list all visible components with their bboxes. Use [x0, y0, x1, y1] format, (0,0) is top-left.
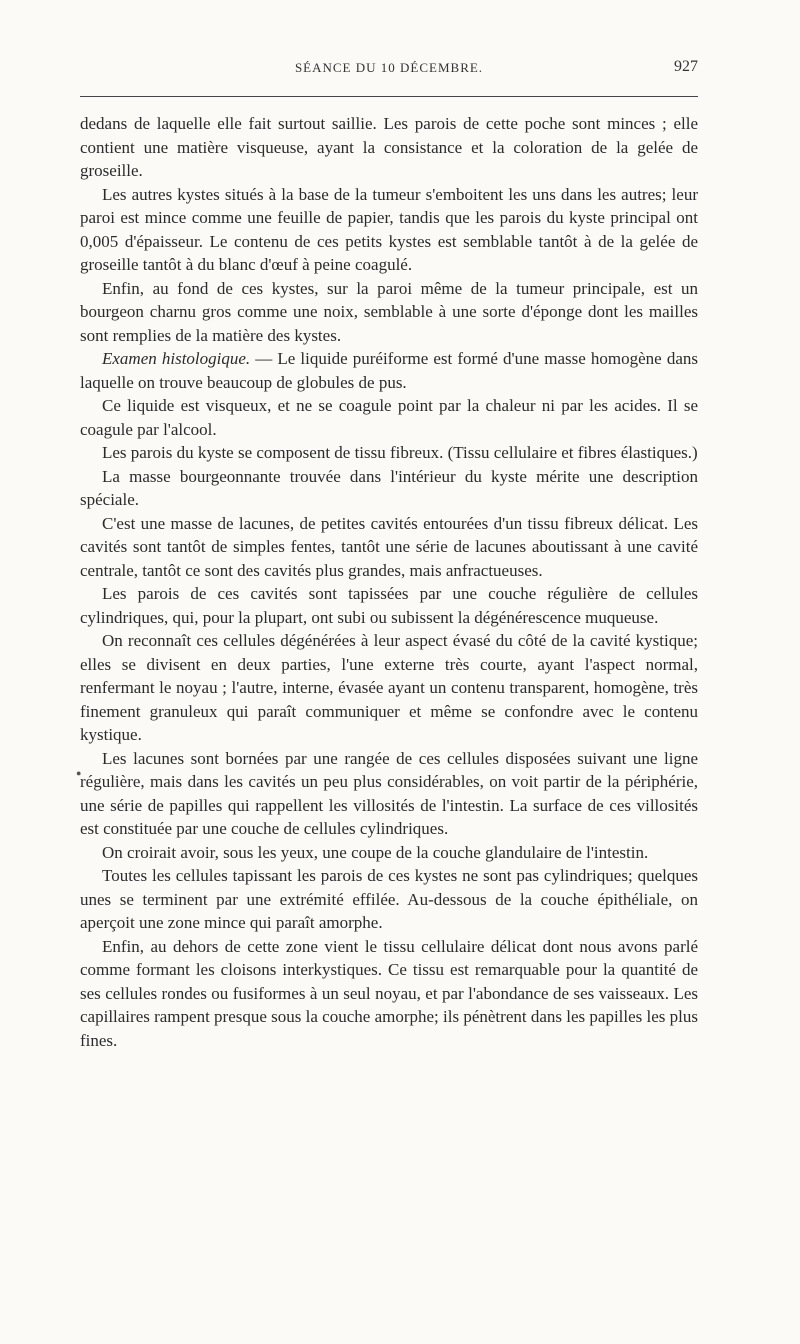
- paragraph-14: Enfin, au dehors de cette zone vient le tissu cellulaire délicat dont nous avons parlé comme formant les cloisons interkystiques. Ce tissu est remarquable pour la quantité de ses cellules rondes ou fusiformes à un seul noyau, et par l'abondance de ses vaisseaux. Les capillaires rampent presque sous la couche amorphe; ils pénètrent dans les papilles les plus fines.: [80, 936, 698, 1050]
- paragraph-10: On reconnaît ces cellules dégénérées à leur aspect évasé du côté de la cavité kystique; elles se divisent en deux parties, l'une externe très courte, ayant l'aspect normal, renfermant le noyau ; l'autre, interne, évasée ayant un contenu transparent, homogène, très finement granuleux qui paraît communiquer et même se confondre avec le contenu kystique.: [80, 631, 698, 744]
- paragraph-6: Les parois du kyste se composent de tissu fibreux. (Tissu cellulaire et fibres élastiques.): [102, 443, 698, 462]
- header-rule: [80, 96, 698, 97]
- paragraph-7: La masse bourgeonnante trouvée dans l'intérieur du kyste mérite une description spéciale.: [80, 466, 698, 509]
- paragraph-9: Les parois de ces cavités sont tapissées par une couche régulière de cellules cylindriques, qui, pour la plupart, ont subi ou subissent la dégénérescence muqueuse.: [80, 584, 698, 627]
- body-text: [80, 112, 698, 1052]
- paragraph-3: Enfin, au fond de ces kystes, sur la paroi même de la tumeur principale, est un bourgeon charnu gros comme une noix, semblable à une sorte d'éponge dont les mailles sont remplies de la matière des kystes.: [80, 278, 698, 345]
- paragraph-4-text: — Le liquide puréiforme est formé d'une masse homogène dans laquelle on trouve beaucoup de globules de pus.: [80, 349, 698, 392]
- paragraph-12: On croirait avoir, sous les yeux, une coupe de la couche glandulaire de l'intestin.: [102, 842, 649, 862]
- paragraph-2: Les autres kystes situés à la base de la tumeur s'emboitent les uns dans les autres; leur paroi est mince comme une feuille de papier, tandis que les parois du kyste principal ont 0,005 d'épaisseur. Le contenu de ces petits kystes est semblable tantôt à de la gelée de groseille tantôt à du blanc d'œuf à peine coagulé.: [80, 184, 698, 274]
- paragraph-8: C'est une masse de lacunes, de petites cavités entourées d'un tissu fibreux délicat. Les cavités sont tantôt de simples fentes, tantôt une série de lacunes aboutissant à une cavité centrale, tantôt ce sont des cavités plus grandes, mais anfractueuses.: [80, 513, 698, 580]
- paragraph-4: [80, 347, 698, 394]
- paragraph-11: Les lacunes sont bornées par une rangée de ces cellules disposées suivant une ligne régulière, mais dans les cavités un peu plus considérables, on voit partir de la périphérie, une série de papilles qui rappellent les villosités de l'intestin. La surface de ces villosités est constituée par une couche de cellules cylindriques.: [80, 748, 698, 838]
- section-heading-histology: Examen histologique.: [102, 349, 251, 368]
- paragraph-1: dedans de laquelle elle fait surtout saillie. Les parois de cette poche sont minces ; elle contient une matière visqueuse, ayant la consistance et la coloration de la gelée de groseille.: [80, 114, 698, 180]
- paragraph-5: Ce liquide est visqueux, et ne se coagule point par la chaleur ni par les acides. Il se coagule par l'alcool.: [80, 396, 698, 439]
- margin-dot-mark: ●: [76, 768, 82, 778]
- running-title: SÉANCE DU 10 DÉCEMBRE.: [294, 60, 484, 75]
- paragraph-13: Toutes les cellules tapissant les parois de ces kystes ne sont pas cylindriques; quelques unes se terminent par une extrémité effilée. Au-dessous de la couche épithéliale, on aperçoit une zone mince qui paraît amorphe.: [80, 866, 698, 932]
- page-header: [80, 60, 698, 84]
- page-number: 927: [674, 58, 698, 75]
